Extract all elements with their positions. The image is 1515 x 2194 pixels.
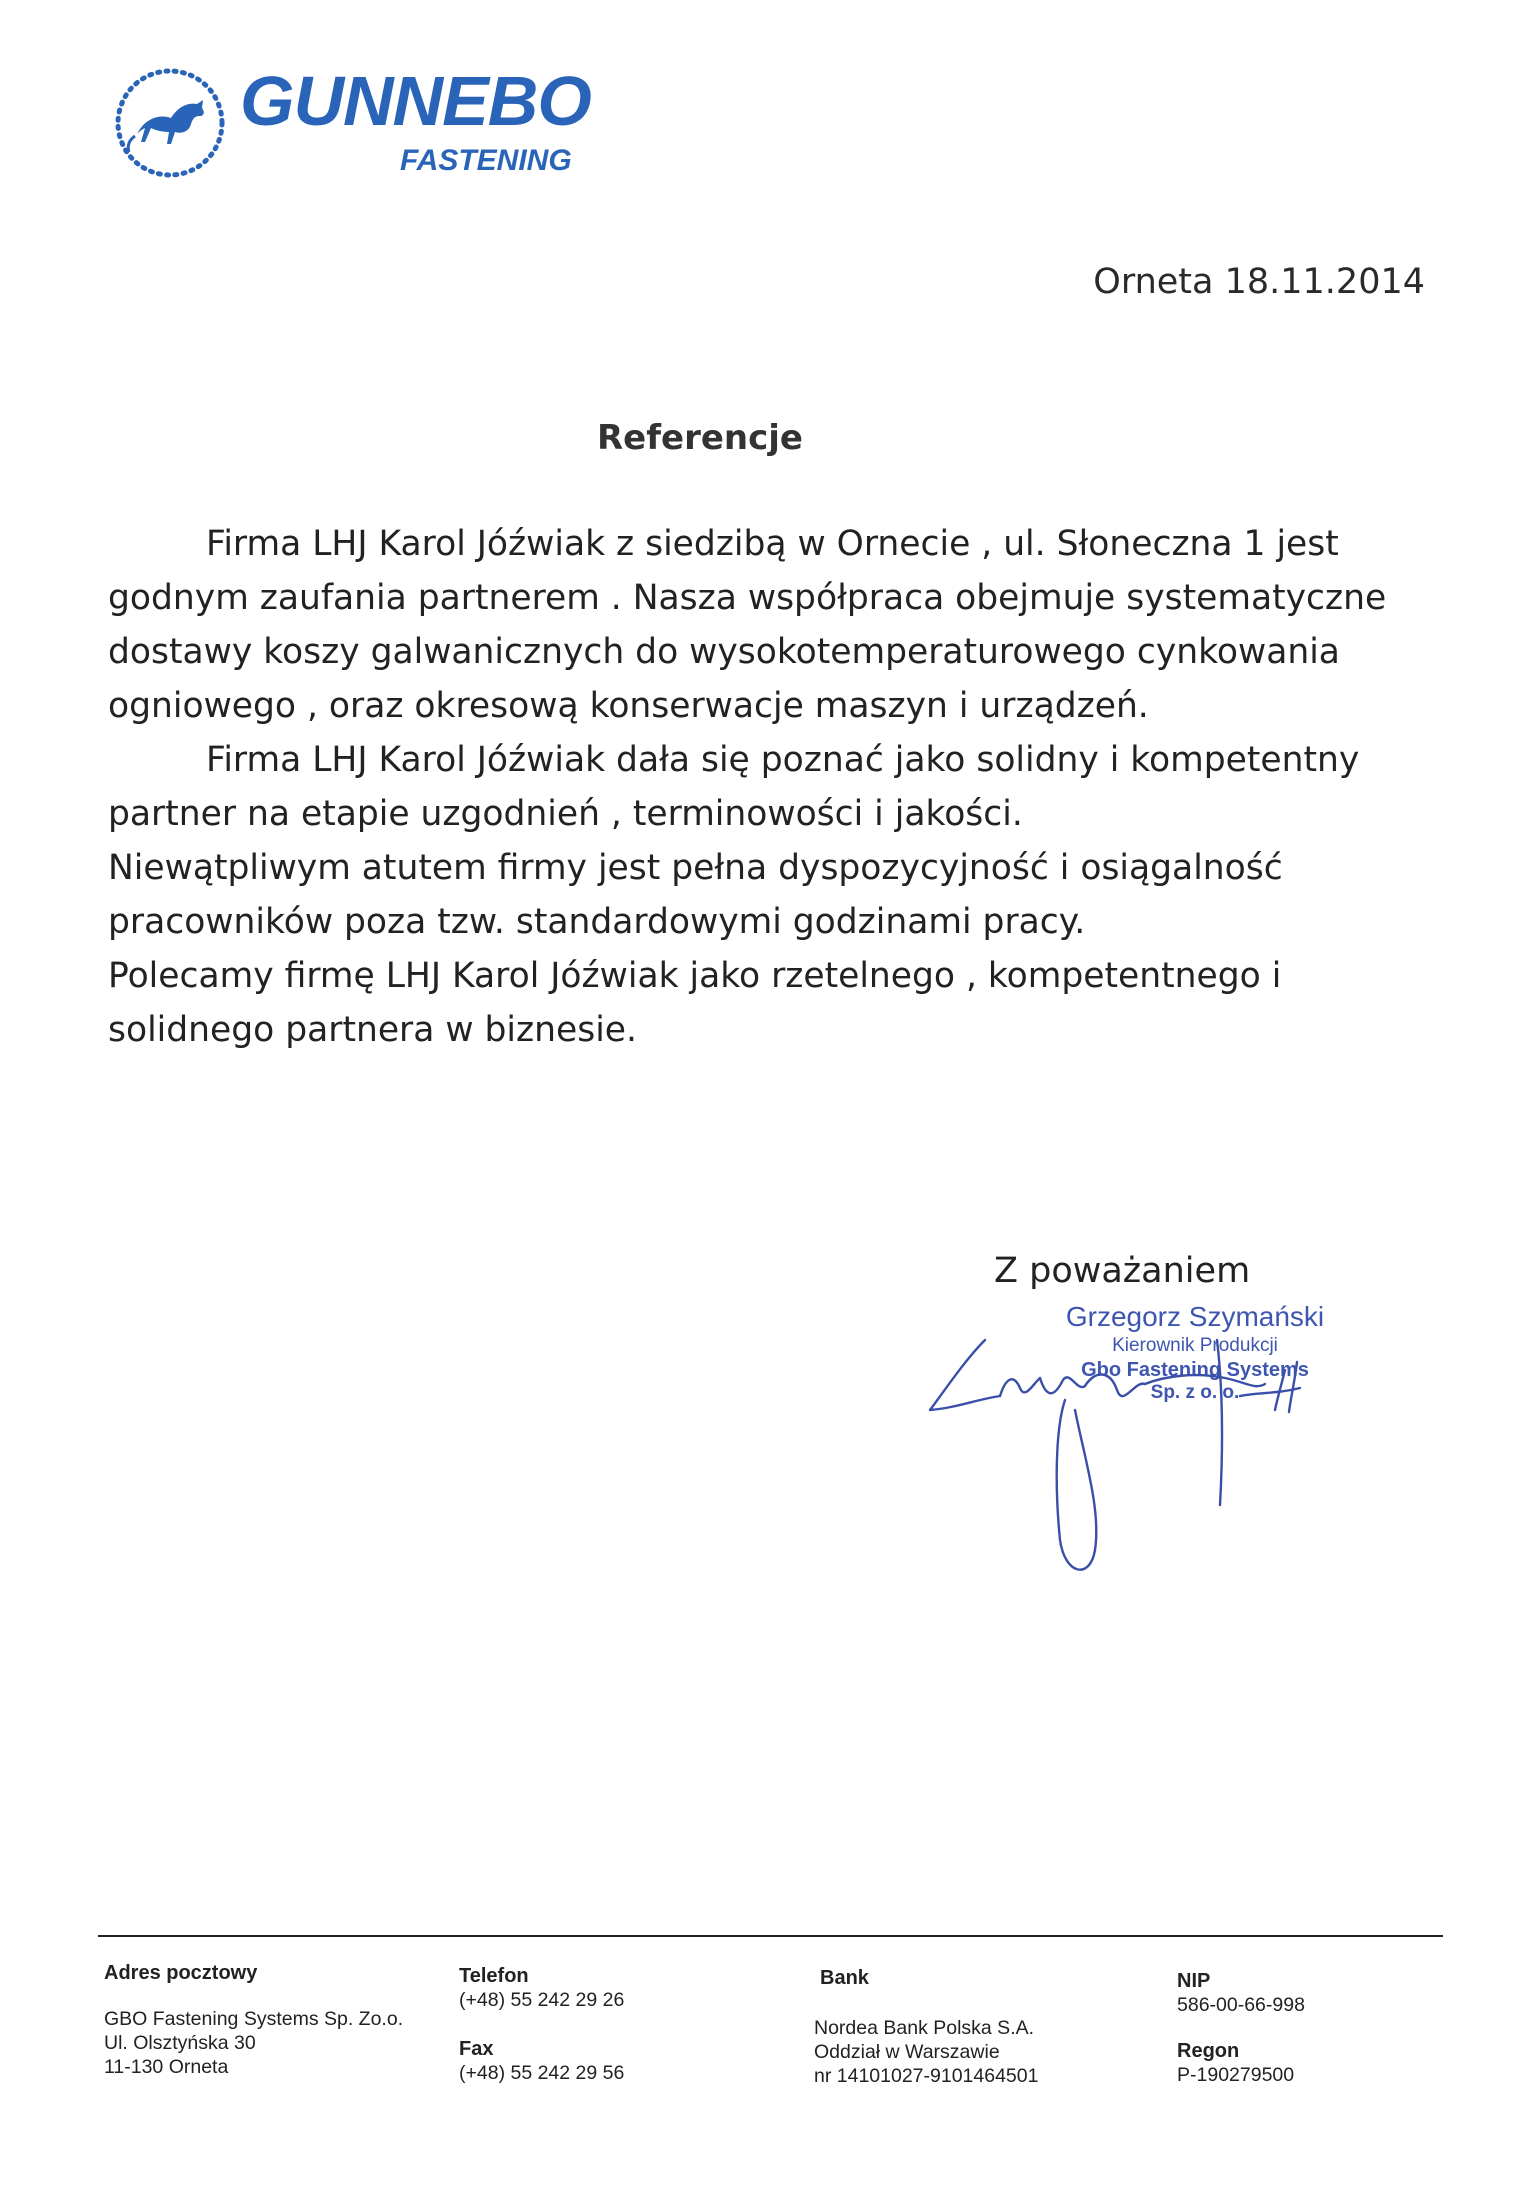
bank-heading: Bank: [820, 1967, 869, 1989]
letter-date: Orneta 18.11.2014: [1093, 262, 1425, 302]
brand-name: GUNNEBO: [240, 62, 591, 140]
phone-value: (+48) 55 242 29 26: [459, 1989, 625, 2011]
brand-subtitle: FASTENING: [400, 144, 572, 177]
fax-value: (+48) 55 242 29 56: [459, 2062, 625, 2084]
footer-bank: [814, 1966, 1038, 2088]
bank-line: Oddział w Warszawie: [814, 2041, 1000, 2063]
paragraph: Firma LHJ Karol Jóźwiak dała się poznać jako solidny i kompetentny partner na etapie uzgodnień , terminowości i jakości.: [108, 740, 1360, 834]
stamp-name: Grzegorz Szymański: [1065, 1301, 1325, 1332]
footer-contact: [459, 1964, 624, 2085]
letter-title: Referencje: [597, 418, 803, 458]
paragraph: Niewątpliwym atutem firmy jest pełna dyspozycyjność i osiągalność pracowników poza tzw. standardowymi godzinami pracy.: [108, 848, 1283, 942]
paragraph: Firma LHJ Karol Jóźwiak z siedzibą w Ornecie , ul. Słoneczna 1 jest godnym zaufania partnerem . Nasza współpraca obejmuje systematyczne dostawy koszy galwanicznych do wysokotemperaturowego cynkowania ogniowego , oraz okresową konserwacje maszyn i urządzeń.: [108, 524, 1387, 726]
regon-heading: Regon: [1177, 2040, 1240, 2062]
address-line: GBO Fastening Systems Sp. Zo.o.: [104, 2008, 404, 2030]
bank-line: Nordea Bank Polska S.A.: [814, 2017, 1035, 2039]
nip-heading: NIP: [1177, 1970, 1211, 1992]
phone-heading: Telefon: [459, 1965, 529, 1987]
horse-emblem-icon: [105, 58, 235, 188]
stamp-company: Gbo Fastening Systems: [1081, 1359, 1309, 1381]
footer-registry: [1177, 1969, 1305, 2087]
letter-body: [108, 517, 1448, 1057]
stamp-company-suffix: Sp. z o. o.: [1150, 1382, 1240, 1403]
regon-value: P-190279500: [1177, 2064, 1295, 2086]
paragraph: Polecamy firmę LHJ Karol Jóźwiak jako rzetelnego , kompetentnego i solidnego partnera w biznesie.: [108, 956, 1282, 1050]
footer-divider: [98, 1935, 1443, 1937]
nip-value: 586-00-66-998: [1177, 1994, 1305, 2016]
address-line: 11-130 Orneta: [104, 2056, 229, 2078]
handwritten-signature: [905, 1300, 1375, 1600]
address-line: Ul. Olsztyńska 30: [104, 2032, 256, 2054]
footer-address: [104, 1961, 403, 2079]
company-logo: [105, 58, 625, 188]
bank-line: nr 14101027-9101464501: [814, 2065, 1039, 2087]
fax-heading: Fax: [459, 2038, 494, 2060]
address-heading: Adres pocztowy: [104, 1962, 258, 1984]
closing-salutation: Z poważaniem: [994, 1251, 1251, 1291]
stamp-position: Kierownik Produkcji: [1112, 1335, 1278, 1356]
